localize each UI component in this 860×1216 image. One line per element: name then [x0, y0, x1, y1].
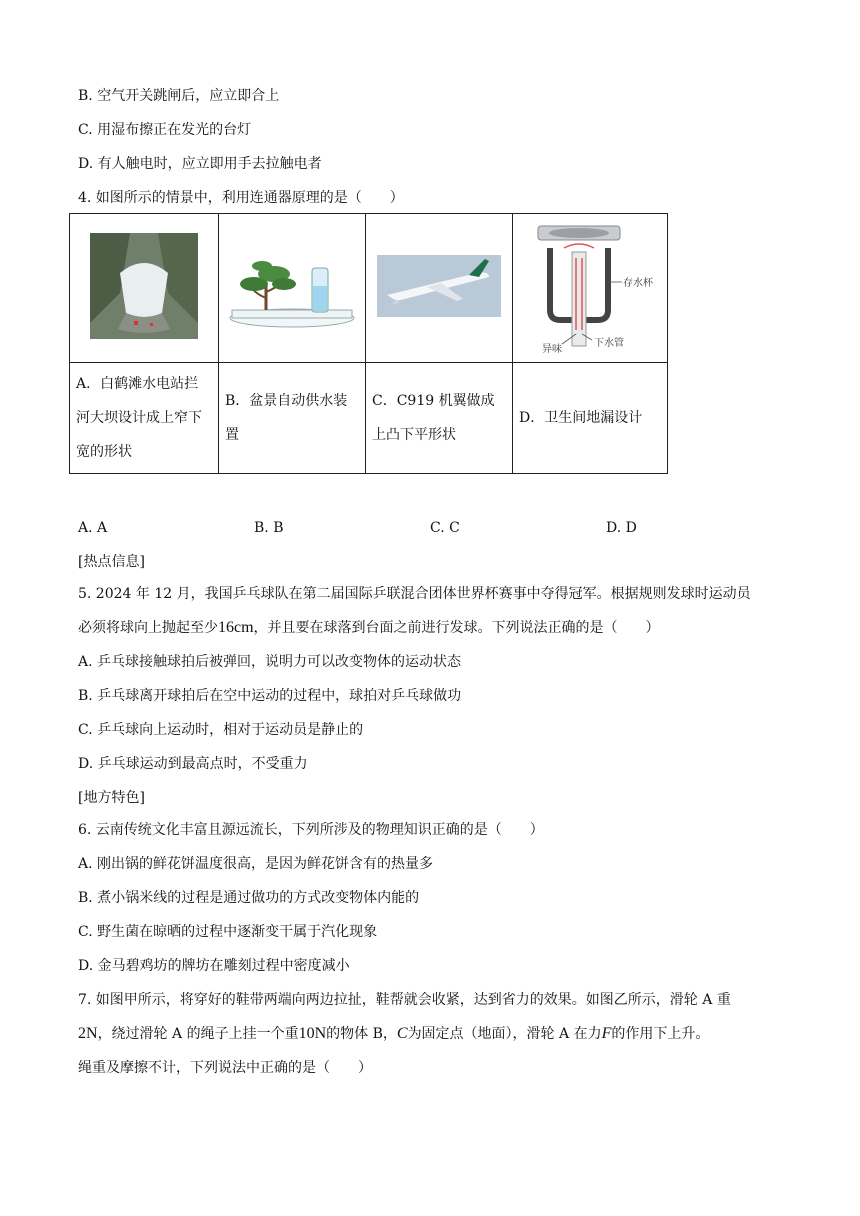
bonsai-image-cell — [219, 214, 366, 363]
q7-line2-part-b: 的物体 B， — [326, 1026, 397, 1042]
q5-height-value: 16cm — [218, 619, 254, 636]
q6-option-c: C. 野生菌在晾晒的过程中逐渐变干属于汽化现象 — [78, 924, 378, 940]
q4-answer-c: C. C — [430, 520, 460, 536]
drain-label-cup: 存水杯 — [623, 278, 653, 289]
c919-aircraft-photo — [377, 255, 501, 317]
q5-stem-part-b: ，并且要在球落到台面之前进行发球。下列说法正确的是（ ） — [253, 620, 660, 636]
q4-answer-a: A. A — [78, 520, 108, 536]
q3-option-b: B. 空气开关跳闸后，应立即合上 — [78, 88, 280, 104]
dam-photo — [90, 233, 198, 339]
q5-option-b: B. 乒乓球离开球拍后在空中运动的过程中，球拍对乒乓球做功 — [78, 688, 462, 704]
q5-option-d: D. 乒乓球运动到最高点时，不受重力 — [78, 756, 308, 772]
section-tag-local: [地方特色] — [78, 790, 145, 806]
c919-image-cell — [366, 214, 513, 363]
q4-option-c-text: C．C919 机翼做成上凸下平形状 — [366, 363, 513, 474]
q7-line2 — [78, 1024, 709, 1044]
q5-option-a: A. 乒乓球接触球拍后被弹回，说明力可以改变物体的运动状态 — [78, 654, 462, 670]
q5-stem-line2 — [78, 618, 660, 638]
q7-point-c: C — [396, 1025, 408, 1042]
q7-line2-part-d: 为固定点（地面），滑轮 A 在力 — [407, 1026, 602, 1042]
q7-line1: 7. 如图甲所示，将穿好的鞋带两端向两边拉扯，鞋帮就会收紧，达到省力的效果。如图乙所示，滑轮 A 重 — [78, 992, 731, 1008]
floor-drain-diagram — [520, 218, 660, 354]
q7-line3: 绳重及摩擦不计，下列说法中正确的是（ ） — [78, 1060, 372, 1076]
q4-option-a-text: A．白鹤滩水电站拦河大坝设计成上窄下宽的形状 — [70, 363, 219, 474]
q7-line2-part-e: 的作用下上升。 — [611, 1026, 710, 1042]
q6-option-b: B. 煮小锅米线的过程是通过做功的方式改变物体内能的 — [78, 890, 420, 906]
q6-option-d: D. 金马碧鸡坊的牌坊在雕刻过程中密度减小 — [78, 958, 350, 974]
q4-figure-table — [69, 213, 668, 474]
q6-stem: 6. 云南传统文化丰富且源远流长，下列所涉及的物理知识正确的是（ ） — [78, 822, 544, 838]
q7-line2-part-a: ，绕过滑轮 A 的绳子上挂一个重 — [97, 1026, 299, 1042]
drain-label-odor: 异味 — [542, 344, 562, 354]
drain-image-cell — [513, 214, 668, 363]
q4-option-d-text: D．卫生间地漏设计 — [513, 363, 668, 474]
q7-force-f: F — [601, 1025, 612, 1042]
q5-option-c: C. 乒乓球向上运动时，相对于运动员是静止的 — [78, 722, 364, 738]
q7-pulley-weight: 2N — [78, 1025, 98, 1042]
q6-option-a: A. 刚出锅的鲜花饼温度很高，是因为鲜花饼含有的热量多 — [78, 856, 434, 872]
dam-image-cell — [70, 214, 219, 363]
q5-stem-line1: 5. 2024 年 12 月，我国乒乓球队在第二届国际乒联混合团体世界杯赛事中夺得冠军。根据规则发球时运动员 — [78, 586, 751, 602]
q5-stem-part-a: 必须将球向上抛起至少 — [78, 620, 218, 636]
q4-answer-b: B. B — [254, 520, 284, 536]
bonsai-water-device — [226, 236, 358, 336]
q3-option-d: D. 有人触电时，应立即用手去拉触电者 — [78, 156, 322, 172]
q4-option-b-text: B．盆景自动供水装置 — [219, 363, 366, 474]
q4-stem: 4. 如图所示的情景中，利用连通器原理的是（ ） — [78, 190, 404, 206]
q3-option-c: C. 用湿布擦正在发光的台灯 — [78, 122, 252, 138]
section-tag-hot: [热点信息] — [78, 554, 145, 570]
q7-object-weight: 10N — [298, 1025, 327, 1042]
drain-label-pipe: 下水管 — [594, 338, 624, 349]
q4-answer-d: D. D — [606, 520, 637, 536]
